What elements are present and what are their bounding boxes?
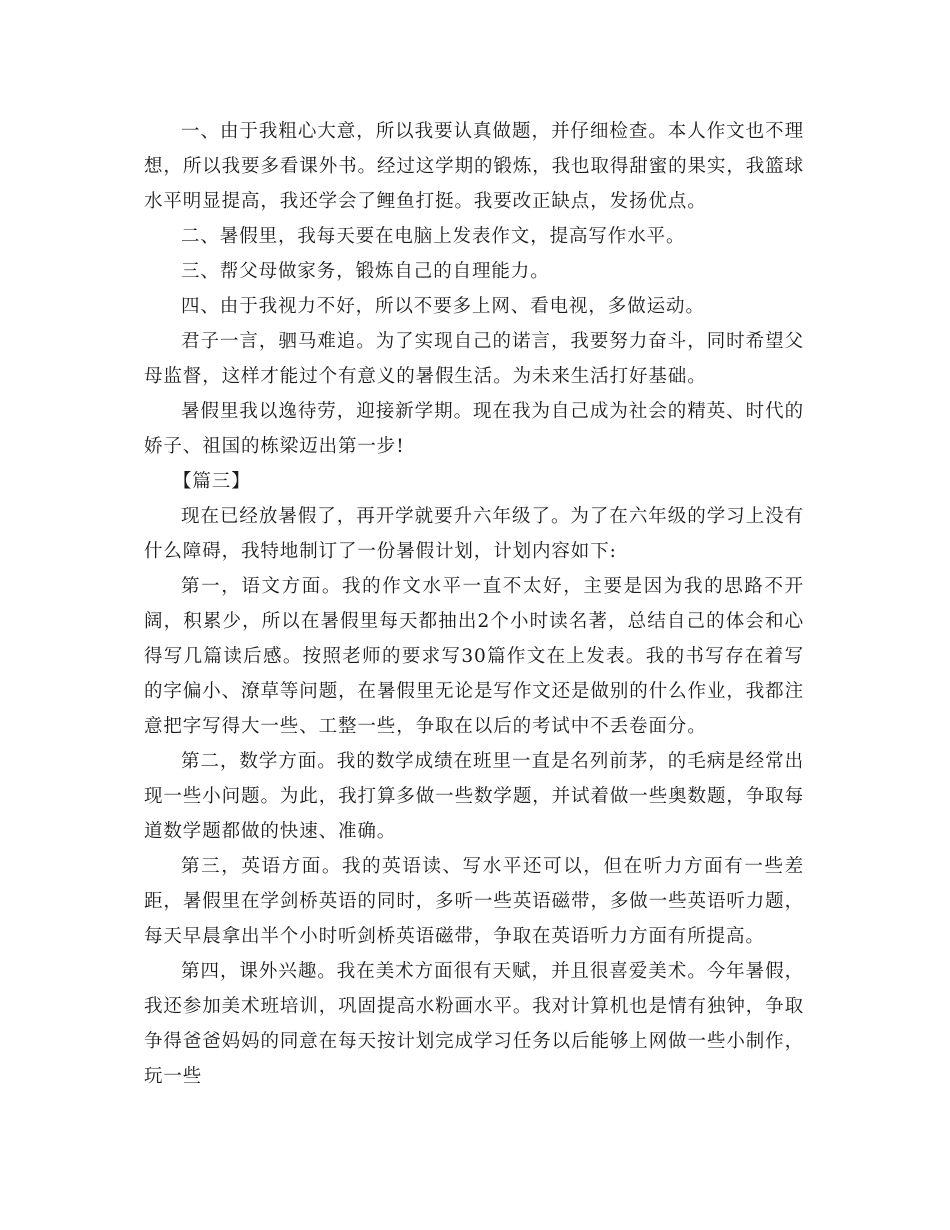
- paragraph-2: 二、暑假里，我每天要在电脑上发表作文，提高写作水平。: [181, 226, 686, 247]
- paragraph-10: 第三，英语方面。我的英语读、写水平还可以，但在听力方面有一些差距，暑假里在学剑桥英语的同时，多听一些英语磁带，多做一些英语听力题，每天早晨拿出半个小时听剑桥英语磁带，争取在英语听力方面有所提高。: [144, 856, 804, 947]
- paragraph-9: 第二，数学方面。我的数学成绩在班里一直是名列前茅，的毛病是经常出现一些小问题。为此，我打算多做一些数学题，并试着做一些奥数题，争取每道数学题都做的快速、准确。: [144, 751, 804, 842]
- document-body: [144, 114, 804, 1094]
- paragraph-1: 一、由于我粗心大意，所以我要认真做题，并仔细检查。本人作文也不理想，所以我要多看课外书。经过这学期的锻炼，我也取得甜蜜的果实，我篮球水平明显提高，我还学会了鲤鱼打挺。我要改正缺点，发扬优点。: [144, 121, 804, 212]
- paragraph-3: 三、帮父母做家务，锻炼自己的自理能力。: [181, 261, 550, 282]
- paragraph-6: 暑假里我以逸待劳，迎接新学期。现在我为自己成为社会的精英、时代的娇子、祖国的栋梁迈出第一步!: [144, 401, 804, 457]
- paragraph-7: 现在已经放暑假了，再开学就要升六年级了。为了在六年级的学习上没有什么障碍，我特地制订了一份暑假计划，计划内容如下:: [144, 506, 804, 562]
- paragraph-5: 君子一言，驷马难追。为了实现自己的诺言，我要努力奋斗，同时希望父母监督，这样才能过个有意义的暑假生活。为未来生活打好基础。: [144, 331, 804, 387]
- paragraph-4: 四、由于我视力不好，所以不要多上网、看电视，多做运动。: [181, 296, 705, 317]
- section-heading: 【篇三】: [173, 471, 251, 492]
- paragraph-8: 第一，语文方面。我的作文水平一直不太好，主要是因为我的思路不开阔，积累少，所以在暑假里每天都抽出2个小时读名著，总结自己的体会和心得写几篇读后感。按照老师的要求写30篇作文在上发表。我的书写存在着写的字偏小、潦草等问题，在暑假里无论是写作文还是做别的什么作业，我都注意把字写得大一些、工整一些，争取在以后的考试中不丢卷面分。: [144, 576, 804, 737]
- paragraph-11: 第四，课外兴趣。我在美术方面很有天赋，并且很喜爱美术。今年暑假，我还参加美术班培训，巩固提高水粉画水平。我对计算机也是情有独钟，争取争得爸爸妈妈的同意在每天按计划完成学习任务以后能够上网做一些小制作，玩一些: [144, 961, 804, 1087]
